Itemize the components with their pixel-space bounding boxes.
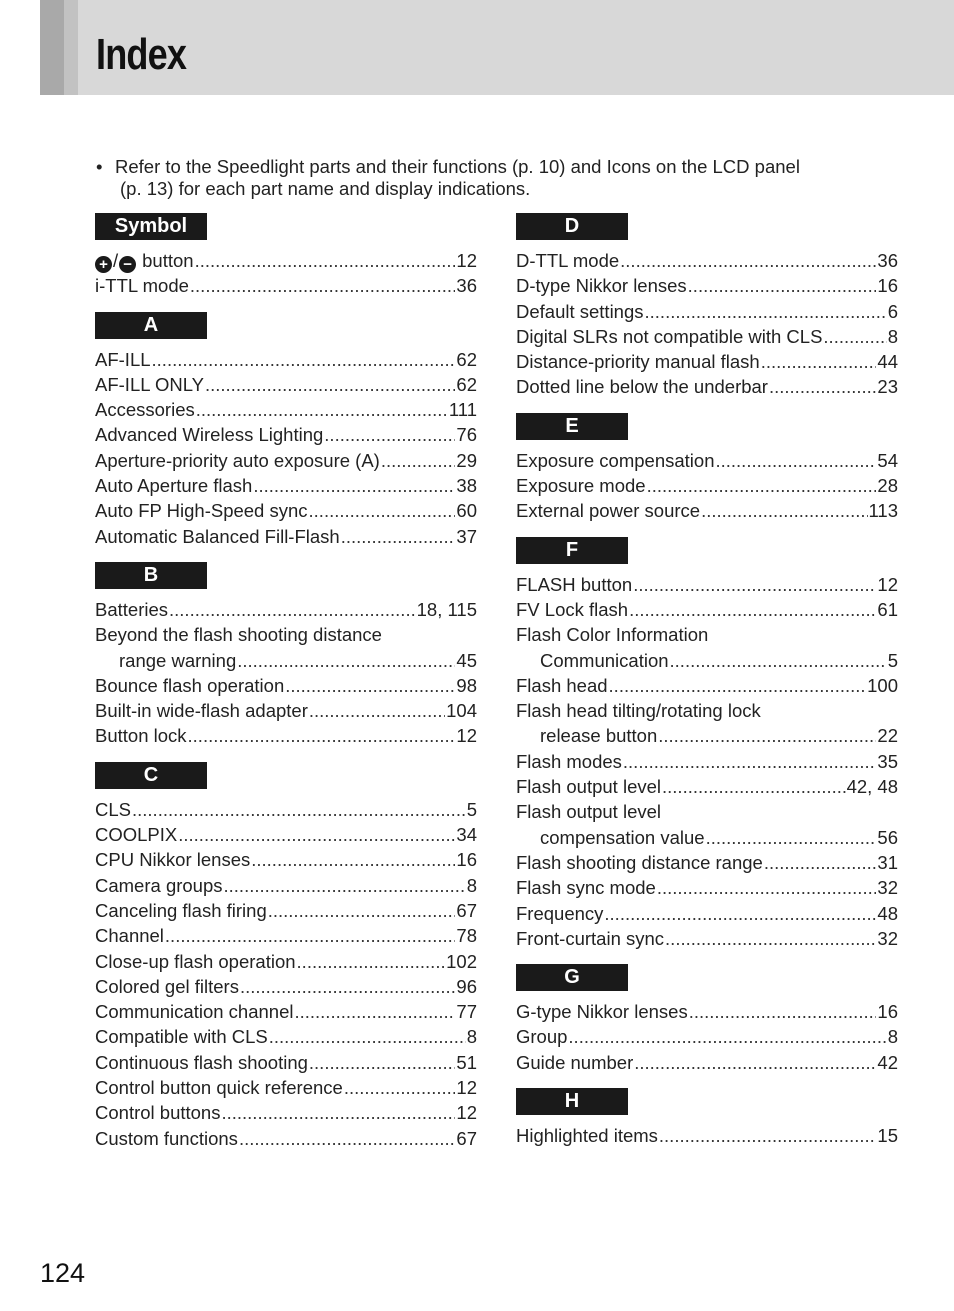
index-section: [95, 312, 477, 549]
index-entry: [95, 898, 477, 923]
intro-text: [115, 156, 895, 200]
entry-label: Flash output level: [516, 776, 662, 798]
dot-leader: [294, 999, 455, 1024]
index-entry: [516, 698, 898, 723]
index-entry: [516, 473, 898, 498]
entry-page: 18, 115: [416, 598, 477, 620]
entry-page: 34: [456, 824, 477, 846]
entry-page: 23: [877, 376, 898, 398]
entry-label: Continuous flash shooting: [95, 1051, 308, 1073]
index-entry: [516, 926, 898, 951]
entry-page: 16: [877, 1001, 898, 1023]
dot-leader: [662, 774, 846, 799]
index-entry: [95, 422, 477, 447]
section-heading: B: [95, 562, 207, 589]
entry-label: release button: [540, 725, 658, 747]
entry-label: compensation value: [540, 826, 705, 848]
entry-page: 38: [456, 475, 477, 497]
entry-label: Communication: [540, 649, 669, 671]
entry-label: Exposure compensation: [516, 449, 715, 471]
entry-page: 36: [456, 275, 477, 297]
entry-page: 100: [867, 674, 898, 696]
entry-page: 96: [456, 975, 477, 997]
plus-minus-icons: [95, 250, 136, 271]
index-entry: [516, 349, 898, 374]
index-entry: [95, 949, 477, 974]
dot-leader: [169, 597, 416, 622]
entry-label: i-TTL mode: [95, 275, 189, 297]
entry-page: 76: [456, 424, 477, 446]
index-entry: [516, 374, 898, 399]
index-entry: [95, 347, 477, 372]
entry-label: Flash Color Information: [516, 624, 709, 646]
entry-page: 67: [456, 899, 477, 921]
entry-page: 111: [448, 399, 477, 421]
entry-page: 102: [446, 950, 477, 972]
index-entry: [516, 1123, 898, 1148]
entry-label: Flash output level: [516, 801, 662, 823]
index-entry: [95, 923, 477, 948]
dot-leader: [645, 299, 887, 324]
dot-leader: [190, 273, 456, 298]
index-section: [516, 413, 898, 524]
entry-label: COOLPIX: [95, 824, 178, 846]
section-heading: F: [516, 537, 628, 564]
index-entry: [95, 797, 477, 822]
index-entry: [95, 723, 477, 748]
entry-page: 16: [877, 275, 898, 297]
dot-leader: [568, 1024, 886, 1049]
dot-leader: [658, 723, 876, 748]
index-entry: [516, 723, 898, 748]
section-heading: E: [516, 413, 628, 440]
entry-page: 29: [456, 449, 477, 471]
entry-page: 28: [877, 475, 898, 497]
entry-page: 48: [877, 902, 898, 924]
section-heading: D: [516, 213, 628, 240]
entry-page: 67: [456, 1127, 477, 1149]
entry-label: Auto FP High-Speed sync: [95, 500, 308, 522]
dot-leader: [647, 473, 877, 498]
entry-page: 15: [877, 1125, 898, 1147]
section-heading: G: [516, 964, 628, 991]
index-entry: [516, 1024, 898, 1049]
entry-label: Dotted line below the underbar: [516, 376, 768, 398]
entry-label: Distance-priority manual flash: [516, 351, 760, 373]
entry-page: 77: [456, 1001, 477, 1023]
dot-leader: [188, 723, 456, 748]
entry-label: Flash sync mode: [516, 877, 656, 899]
entry-page: 5: [466, 798, 477, 820]
dot-leader: [309, 698, 445, 723]
index-entry: [516, 597, 898, 622]
index-entry: [516, 1050, 898, 1075]
index-section: [95, 762, 477, 1151]
entry-label: Guide number: [516, 1051, 634, 1073]
entry-label: Front-curtain sync: [516, 927, 665, 949]
index-entry: [516, 498, 898, 523]
entry-label: Flash head: [516, 674, 608, 696]
index-entry: [516, 999, 898, 1024]
index-entry: [95, 1126, 477, 1151]
section-heading: A: [95, 312, 207, 339]
entry-label: Batteries: [95, 598, 169, 620]
entry-page: 6: [887, 300, 898, 322]
index-entry: [95, 1024, 477, 1049]
dot-leader: [237, 648, 455, 673]
dot-leader: [623, 749, 877, 774]
entry-label: Close-up flash operation: [95, 950, 296, 972]
entry-label: Canceling flash firing: [95, 899, 267, 921]
entry-page: 98: [456, 674, 477, 696]
entry-page: 51: [456, 1051, 477, 1073]
dot-leader: [152, 347, 456, 372]
entry-label: Button lock: [95, 725, 187, 747]
entry-label: Automatic Balanced Fill-Flash: [95, 525, 340, 547]
entry-label: Exposure mode: [516, 475, 646, 497]
dot-leader: [629, 597, 876, 622]
dot-leader: [706, 825, 877, 850]
index-entry: [95, 873, 477, 898]
index-entry: [516, 850, 898, 875]
entry-page: 42, 48: [846, 776, 898, 798]
entry-label: D-type Nikkor lenses: [516, 275, 687, 297]
entry-page: 42: [877, 1051, 898, 1073]
dot-leader: [297, 949, 446, 974]
entry-page: 35: [877, 750, 898, 772]
entry-label: FLASH button: [516, 573, 633, 595]
section-heading: Symbol: [95, 213, 207, 240]
entry-label: Digital SLRs not compatible with CLS: [516, 325, 823, 347]
entry-page: 104: [446, 700, 477, 722]
dot-leader: [132, 797, 466, 822]
entry-label: CLS: [95, 798, 131, 820]
entry-page: 8: [887, 1026, 898, 1048]
intro-line-1: Refer to the Speedlight parts and their functions (p. 10) and Icons on the LCD panel: [115, 156, 800, 177]
dot-leader: [823, 324, 886, 349]
index-entry: [95, 448, 477, 473]
index-column-right: [516, 213, 898, 1161]
entry-page: 56: [877, 826, 898, 848]
entry-label: Channel: [95, 925, 164, 947]
dot-leader: [324, 422, 455, 447]
entry-page: 62: [456, 348, 477, 370]
index-entry: [95, 974, 477, 999]
index-entry: [516, 248, 898, 273]
entry-page: 36: [877, 250, 898, 271]
entry-label: Flash modes: [516, 750, 622, 772]
index-section: [516, 1088, 898, 1148]
index-entry: [95, 1100, 477, 1125]
index-entry: [95, 999, 477, 1024]
dot-leader: [688, 273, 877, 298]
entry-label: Flash head tilting/rotating lock: [516, 700, 761, 722]
section-heading: C: [95, 762, 207, 789]
index-entry: [95, 597, 477, 622]
dot-leader: [285, 673, 455, 698]
index-entry: [516, 799, 898, 824]
entry-label: Highlighted items: [516, 1125, 658, 1147]
entry-page: 44: [877, 351, 898, 373]
index-entry: [516, 448, 898, 473]
section-heading: H: [516, 1088, 628, 1115]
entry-page: 8: [887, 325, 898, 347]
dot-leader: [269, 1024, 466, 1049]
dot-leader: [604, 901, 876, 926]
entry-page: 12: [456, 1102, 477, 1124]
entry-label: Custom functions: [95, 1127, 238, 1149]
index-entry: [516, 572, 898, 597]
entry-label: Flash shooting distance range: [516, 851, 763, 873]
entry-page: 37: [456, 525, 477, 547]
dot-leader: [659, 1123, 877, 1148]
index-entry: [95, 524, 477, 549]
entry-page: 5: [887, 649, 898, 671]
entry-label: Aperture-priority auto exposure (A): [95, 449, 380, 471]
entry-label: Accessories: [95, 399, 195, 421]
dot-leader: [165, 923, 456, 948]
dot-leader: [195, 248, 456, 273]
index-section: [95, 213, 477, 299]
index-entry: [95, 648, 477, 673]
index-entry: [95, 673, 477, 698]
dot-leader: [769, 374, 876, 399]
entry-label: Bounce flash operation: [95, 674, 285, 696]
entry-label: Frequency: [516, 902, 604, 924]
entry-label: Colored gel filters: [95, 975, 239, 997]
index-entry: [516, 825, 898, 850]
dot-leader: [609, 673, 867, 698]
index-entry: [516, 875, 898, 900]
dot-leader: [224, 873, 466, 898]
dot-leader: [657, 875, 877, 900]
index-section: [516, 964, 898, 1075]
entry-page: 78: [456, 925, 477, 947]
dot-leader: [761, 349, 877, 374]
index-entry: [95, 498, 477, 523]
entry-label: CPU Nikkor lenses: [95, 849, 251, 871]
index-section: [516, 213, 898, 400]
index-entry: [95, 822, 477, 847]
entry-label: AF-ILL ONLY: [95, 373, 204, 395]
dot-leader: [253, 473, 455, 498]
entry-page: 62: [456, 373, 477, 395]
dot-leader: [251, 847, 455, 872]
dot-leader: [633, 572, 876, 597]
entry-page: 8: [466, 874, 477, 896]
dot-leader: [344, 1075, 456, 1100]
entry-page: 12: [877, 573, 898, 595]
index-entry: [516, 324, 898, 349]
index-entry: [516, 299, 898, 324]
index-entry: [95, 1075, 477, 1100]
entry-label: Compatible with CLS: [95, 1026, 268, 1048]
entry-page: 8: [466, 1026, 477, 1048]
dot-leader: [665, 926, 876, 951]
entry-page: 54: [877, 449, 898, 471]
entry-label: AF-ILL: [95, 348, 151, 370]
entry-label: Camera groups: [95, 874, 223, 896]
entry-page: 12: [456, 1077, 477, 1099]
dot-leader: [221, 1100, 455, 1125]
entry-label: button: [142, 250, 194, 271]
dot-leader: [715, 448, 876, 473]
dot-leader: [381, 448, 456, 473]
index-entry: [516, 749, 898, 774]
dot-leader: [309, 498, 456, 523]
dot-leader: [764, 850, 877, 875]
page-number: 124: [40, 1258, 86, 1288]
entry-label: Control buttons: [95, 1102, 221, 1124]
index-entry: [95, 273, 477, 298]
page-title: Index: [96, 30, 187, 79]
index-entry: [516, 673, 898, 698]
entry-label: Group: [516, 1026, 568, 1048]
entry-label: Built-in wide-flash adapter: [95, 700, 308, 722]
dot-leader: [341, 524, 456, 549]
entry-label: D-TTL mode: [516, 250, 620, 271]
entry-page: 60: [456, 500, 477, 522]
entry-page: 61: [877, 598, 898, 620]
entry-label: Communication channel: [95, 1001, 294, 1023]
entry-page: 22: [877, 725, 898, 747]
dot-leader: [205, 372, 455, 397]
entry-page: 32: [877, 927, 898, 949]
entry-label: FV Lock flash: [516, 598, 629, 620]
dot-leader: [239, 1126, 455, 1151]
dot-leader: [240, 974, 455, 999]
index-entry: [516, 901, 898, 926]
index-entry: [95, 397, 477, 422]
dot-leader: [689, 999, 877, 1024]
entry-page: 45: [456, 649, 477, 671]
dot-leader: [309, 1050, 456, 1075]
dot-leader: [620, 248, 876, 273]
entry-label: Auto Aperture flash: [95, 475, 253, 497]
dot-leader: [196, 397, 448, 422]
header-stripe-inner: [64, 0, 78, 95]
entry-label: External power source: [516, 500, 701, 522]
dot-leader: [701, 498, 867, 523]
index-entry: [95, 248, 477, 273]
dot-leader: [178, 822, 455, 847]
index-section: [95, 562, 477, 749]
entry-label: Default settings: [516, 300, 644, 322]
plus-button-icon: +: [95, 256, 112, 273]
entry-page: 113: [868, 500, 898, 522]
index-entry: [516, 622, 898, 647]
entry-page: 16: [456, 849, 477, 871]
dot-leader: [268, 898, 456, 923]
entry-page: 12: [456, 725, 477, 747]
index-entry: [516, 648, 898, 673]
index-entry: [95, 622, 477, 647]
entry-label: range warning: [119, 649, 237, 671]
entry-label: Advanced Wireless Lighting: [95, 424, 324, 446]
intro-line-2: (p. 13) for each part name and display indications.: [120, 178, 531, 199]
entry-label: G-type Nikkor lenses: [516, 1001, 688, 1023]
index-entry: [516, 774, 898, 799]
index-entry: [95, 1050, 477, 1075]
index-entry: [516, 273, 898, 298]
index-entry: [95, 847, 477, 872]
index-entry: [95, 473, 477, 498]
index-entry: [95, 698, 477, 723]
entry-label: Beyond the flash shooting distance: [95, 624, 382, 646]
dot-leader: [670, 648, 887, 673]
entry-page: 32: [877, 877, 898, 899]
entry-label: Control button quick reference: [95, 1077, 343, 1099]
entry-page: 12: [456, 250, 477, 271]
entry-page: 31: [877, 851, 898, 873]
slash-separator: /: [113, 250, 119, 271]
index-entry: [95, 372, 477, 397]
bullet: •: [96, 156, 103, 177]
dot-leader: [634, 1050, 876, 1075]
minus-button-icon: −: [119, 256, 136, 273]
index-section: [516, 537, 898, 951]
index-column-left: [95, 213, 477, 1164]
